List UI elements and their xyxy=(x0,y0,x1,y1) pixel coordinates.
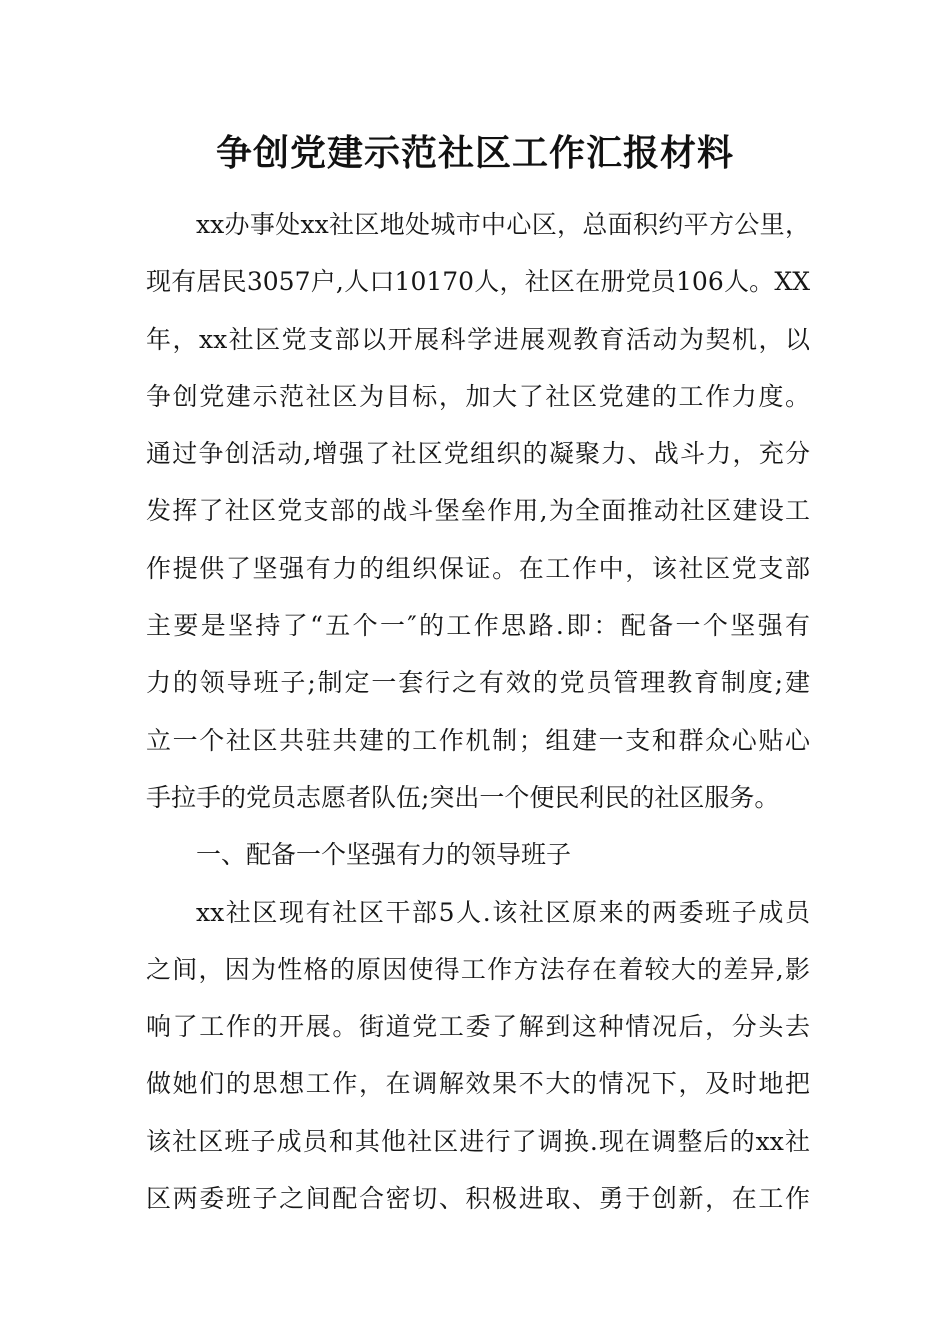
paragraph-line: 做她们的思想工作，在调解效果不大的情况下，及时地把 xyxy=(146,1069,810,1099)
paragraph-line: 作提供了坚强有力的组织保证。在工作中，该社区党支部 xyxy=(146,553,810,583)
paragraph-line: 立一个社区共驻共建的工作机制；组建一支和群众心贴心 xyxy=(146,725,810,755)
paragraph-line: 力的领导班子;制定一套行之有效的党员管理教育制度;建 xyxy=(146,668,810,698)
paragraph-line: 区两委班子之间配合密切、积极进取、勇于创新，在工作 xyxy=(146,1184,810,1214)
paragraph-line: 主要是坚持了“五个一″的工作思路.即：配备一个坚强有 xyxy=(146,611,810,641)
paragraph-line: 通过争创活动,增强了社区党组织的凝聚力、战斗力，充分 xyxy=(146,439,810,469)
document-body xyxy=(146,196,810,1227)
paragraph-line: 该社区班子成员和其他社区进行了调换.现在调整后的xx社 xyxy=(146,1126,810,1156)
paragraph-line: 响了工作的开展。街道党工委了解到这种情况后，分头去 xyxy=(146,1012,810,1042)
paragraph-line: 之间，因为性格的原因使得工作方法存在着较大的差异,影 xyxy=(146,954,810,984)
paragraph-line: 年，xx社区党支部以开展科学进展观教育活动为契机，以 xyxy=(146,324,810,354)
paragraph-line: 现有居民3057户,人口10170人，社区在册党员106人。XX xyxy=(146,267,810,297)
paragraph-line: xx办事处xx社区地处城市中心区，总面积约平方公里， xyxy=(196,210,810,239)
paragraph-line: 手拉手的党员志愿者队伍;突出一个便民利民的社区服务。 xyxy=(146,782,780,812)
paragraph-line: 发挥了社区党支部的战斗堡垒作用,为全面推动社区建设工 xyxy=(146,496,810,526)
document-title: 争创党建示范社区工作汇报材料 xyxy=(215,132,734,174)
paragraph-line: 争创党建示范社区为目标，加大了社区党建的工作力度。 xyxy=(146,381,810,411)
section-heading: 一、配备一个坚强有力的领导班子 xyxy=(196,840,572,870)
paragraph-line: xx社区现有社区干部5人.该社区原来的两委班子成员 xyxy=(196,897,810,927)
